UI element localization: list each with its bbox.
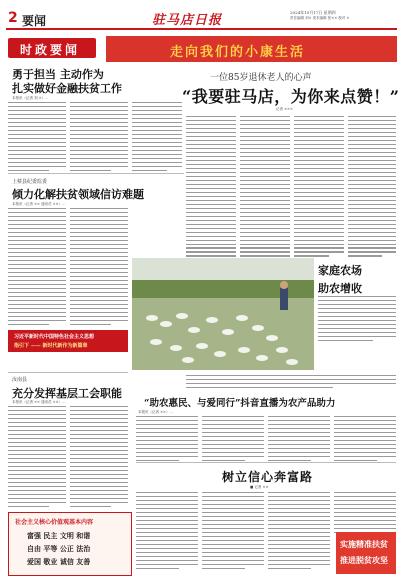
article-5-body-col4: [334, 416, 396, 464]
feature-banner-slogan: 走向我们的小康生活: [170, 45, 306, 60]
core-values-box: [8, 512, 132, 576]
photo-caption: [318, 262, 396, 296]
core-values-title: 社会主义核心价值观基本内容: [15, 519, 94, 526]
article-5-body-col3: [268, 416, 330, 464]
red-promo-line-1: 习近平新时代中国特色社会主义思想: [14, 334, 95, 340]
feature-banner: [106, 36, 397, 62]
article-4-body-col1: [8, 406, 66, 510]
article-2-kicker: 上蔡县纪委监委: [12, 179, 48, 185]
divider-3: [136, 462, 396, 463]
article-1-body-col1: [8, 102, 66, 174]
article-5-body-col1: [136, 416, 198, 464]
article-3-cont: [186, 375, 396, 391]
red-promo-strip: [8, 330, 128, 352]
article-1-body-col3: [132, 102, 182, 174]
article-3-body-col3: [294, 116, 344, 259]
article-5-title: “助农惠民、与爱同行”抖音直播为农产品助力: [144, 398, 336, 409]
article-5-byline: 本报讯（记者 ××）...: [138, 410, 173, 414]
article-4-title: 充分发挥基层工会职能: [12, 387, 122, 400]
photo-caption-text: [318, 296, 396, 344]
article-6-body-col2: [202, 492, 264, 572]
photo-caption-line-1: 家庭农场: [318, 264, 362, 277]
slogan-line-1: 实施精准扶贫: [340, 540, 388, 549]
article-6-body-col1: [136, 492, 198, 572]
core-values-row-1: 富强 民主 文明 和谐: [27, 531, 91, 540]
masthead-rule: [6, 28, 397, 30]
article-2-title: 倾力化解扶贫领域信访难题: [12, 188, 144, 201]
article-1-title-1: 勇于担当 主动作为: [12, 68, 104, 81]
farm-photo: [132, 258, 314, 370]
article-1-body-col2: [70, 102, 128, 174]
slogan-box: [336, 532, 396, 574]
article-3-kicker: 一位85岁退休老人的心声: [210, 73, 312, 83]
article-1-title-2: 扎实做好金融扶贫工作: [12, 82, 122, 95]
masthead: [0, 0, 403, 32]
column-banner: [8, 38, 96, 58]
article-4-body-col2: [70, 406, 128, 510]
column-banner-label: 时政要闻: [20, 43, 81, 57]
article-6-body-col4: [334, 492, 396, 536]
article-1-byline: 本报讯（记者 刘 ×）...: [12, 96, 49, 100]
article-2-byline: 本报讯（记者 ×× 通讯员 ××）...: [12, 202, 66, 206]
page-number: 2: [8, 10, 18, 26]
masthead-meta-1: 2024年10月17日 星期四: [290, 10, 336, 15]
red-promo-line-2: 指引下 —— 新时代新作为新篇章: [14, 343, 88, 349]
article-6-byline: ■ 记者 ××: [250, 485, 269, 489]
article-3-body-col4: [348, 116, 396, 259]
divider-1: [8, 173, 184, 174]
article-2-body-col1: [8, 208, 66, 328]
article-3-byline: 记者 ×××: [276, 107, 293, 111]
article-6-body-col3: [268, 492, 330, 572]
photo-caption-line-2: 助农增收: [318, 282, 362, 295]
article-2-body-col2: [70, 208, 128, 328]
slogan-line-2: 推进脱贫攻坚: [340, 556, 388, 565]
section-label: 要闻: [22, 14, 47, 28]
divider-2: [8, 372, 128, 373]
core-values-row-3: 爱国 敬业 诚信 友善: [27, 557, 91, 566]
article-4-byline: 本报讯（记者 ×× 通讯员 ××）...: [12, 400, 66, 404]
paper-logo: 驻马店日报: [152, 13, 223, 28]
farm-photo-image: [132, 258, 314, 370]
article-6-title: 树立信心奔富路: [222, 470, 314, 484]
article-5-body-col2: [202, 416, 264, 464]
core-values-row-2: 自由 平等 公正 法治: [27, 544, 91, 553]
masthead-meta-2: 责任编辑 刘× 美术编辑 张×× 校对 ×: [290, 16, 350, 20]
article-3-title: “我要驻马店，为你来点赞！”: [182, 87, 400, 106]
article-4-kicker: 汝南县: [12, 377, 28, 383]
